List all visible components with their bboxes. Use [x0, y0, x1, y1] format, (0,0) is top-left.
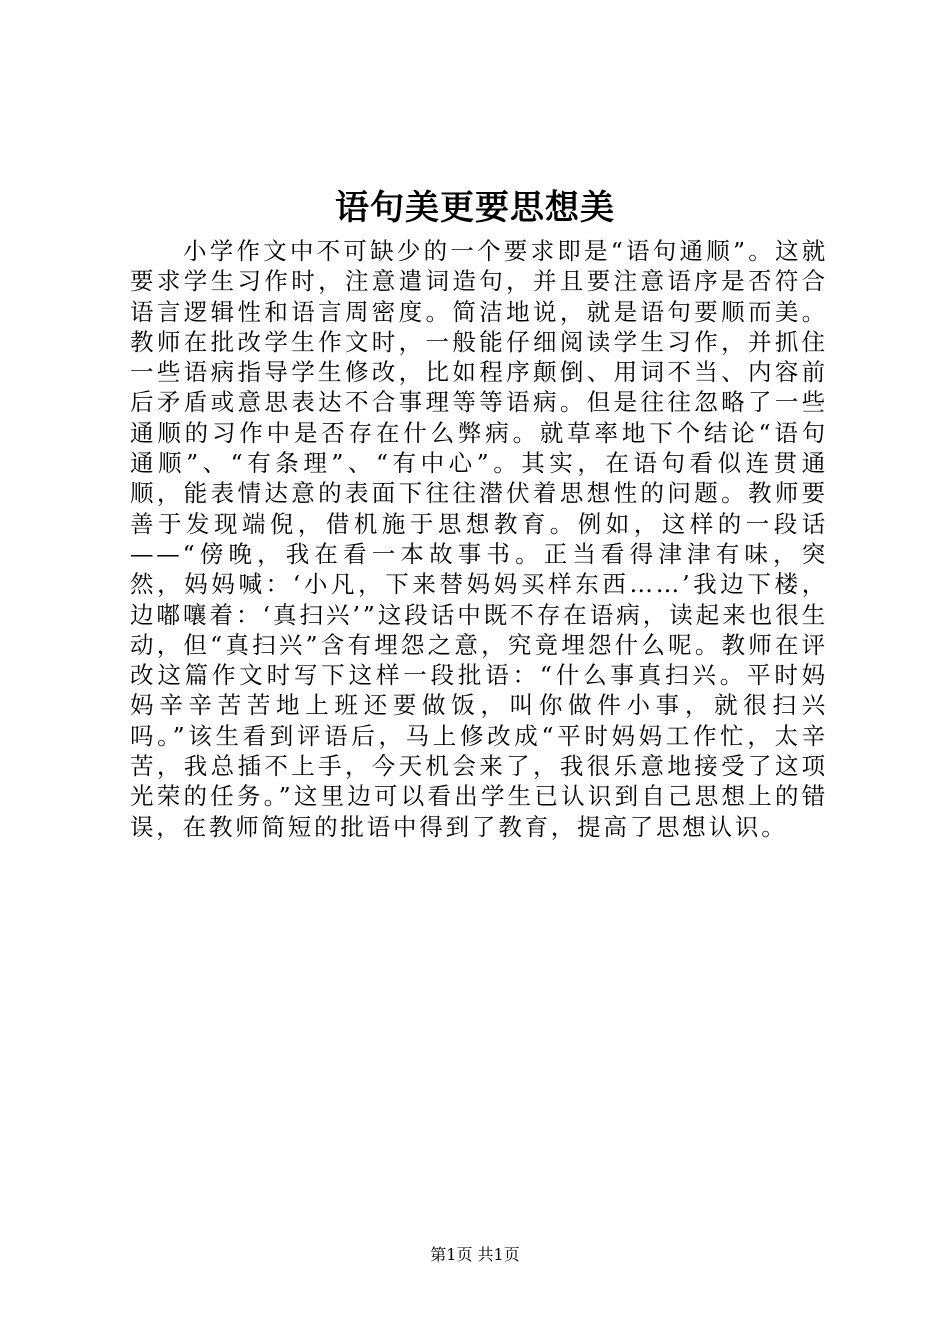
body-paragraph: 小学作文中不可缺少的一个要求即是“语句通顺”。这就要求学生习作时，注意遣词造句，并且要注意语序是否符合语言逻辑性和语言周密度。简洁地说，就是语句要顺而美。教师在批改学生作文时，一般能仔细阅读学生习作，并抓住一些语病指导学生修改，比如程序颠倒、用词不当、内容前后矛盾或意思表达不合事理等等语病。但是往往忽略了一些通顺的习作中是否存在什么弊病。就草率地下个结论“语句通顺”、“有条理”、“有中心”。其实，在语句看似连贯通顺，能表情达意的表面下往往潜伏着思想性的问题。教师要善于发现端倪，借机施于思想教育。例如，这样的一段话——“傍晚，我在看一本故事书。正当看得津津有味，突然，妈妈喊：‘小凡，下来替妈妈买样东西……’我边下楼，边嘟嚷着：‘真扫兴’”这段话中既不存在语病，读起来也很生动，但“真扫兴”含有埋怨之意，究竟埋怨什么呢。教师在评改这篇作文时写下这样一段批语：“什么事真扫兴。平时妈妈辛辛苦苦地上班还要做饭，叫你做件小事，就很扫兴吗。”该生看到评语后，马上修改成“平时妈妈工作忙，太辛苦，我总插不上手，今天机会来了，我很乐意地接受了这项光荣的任务。”这里边可以看出学生已认识到自己思想上的错误，在教师简短的批语中得到了教育，提高了思想认识。	[130, 237, 828, 841]
document-title: 语句美更要思想美	[335, 188, 615, 228]
page-footer: 第1页 共1页	[430, 1245, 520, 1264]
